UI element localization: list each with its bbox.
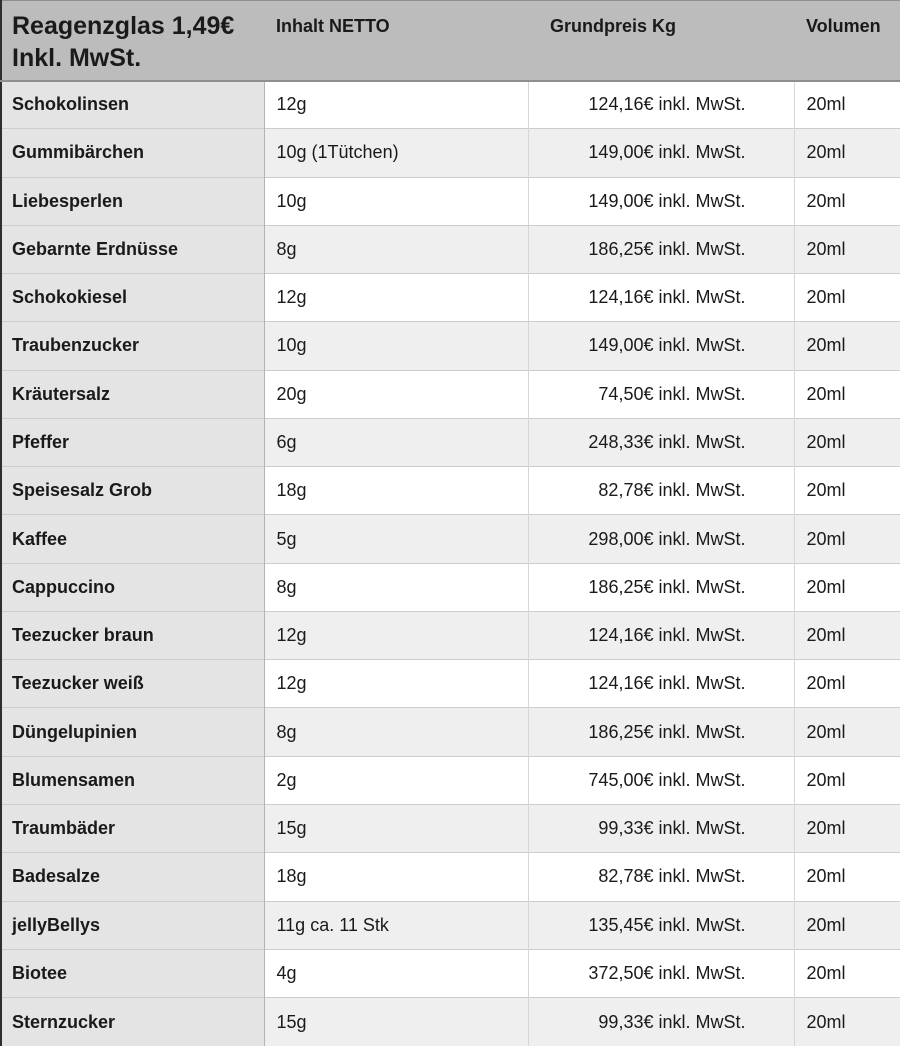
table-row <box>1 708 900 756</box>
volume-cell: 20ml <box>794 804 900 852</box>
base-price-cell: 149,00€ inkl. MwSt. <box>528 177 794 225</box>
table-row <box>1 225 900 273</box>
volume-cell: 20ml <box>794 177 900 225</box>
volume-cell: 20ml <box>794 370 900 418</box>
table-row <box>1 467 900 515</box>
product-name-cell: Blumensamen <box>1 756 264 804</box>
table-title-line2: Inkl. MwSt. <box>12 44 142 72</box>
table-row <box>1 274 900 322</box>
product-name-cell: Liebesperlen <box>1 177 264 225</box>
product-name-cell: Traubenzucker <box>1 322 264 370</box>
table-row <box>1 563 900 611</box>
net-content-cell: 2g <box>264 756 528 804</box>
col-header-inhalt-netto: Inhalt NETTO <box>264 1 528 81</box>
base-price-cell: 186,25€ inkl. MwSt. <box>528 225 794 273</box>
volume-cell: 20ml <box>794 660 900 708</box>
volume-cell: 20ml <box>794 274 900 322</box>
volume-cell: 20ml <box>794 563 900 611</box>
net-content-cell: 18g <box>264 467 528 515</box>
table-row <box>1 804 900 852</box>
volume-cell: 20ml <box>794 853 900 901</box>
net-content-cell: 10g <box>264 177 528 225</box>
table-title-line1: Reagenzglas 1,49€ <box>12 12 235 40</box>
base-price-cell: 186,25€ inkl. MwSt. <box>528 563 794 611</box>
base-price-cell: 149,00€ inkl. MwSt. <box>528 322 794 370</box>
base-price-cell: 124,16€ inkl. MwSt. <box>528 611 794 659</box>
product-name-cell: Düngelupinien <box>1 708 264 756</box>
base-price-cell: 124,16€ inkl. MwSt. <box>528 81 794 129</box>
volume-cell: 20ml <box>794 81 900 129</box>
base-price-cell: 298,00€ inkl. MwSt. <box>528 515 794 563</box>
header-row <box>1 1 900 81</box>
col-header-volumen: Volumen <box>794 1 900 81</box>
base-price-cell: 149,00€ inkl. MwSt. <box>528 129 794 177</box>
table-row <box>1 129 900 177</box>
base-price-cell: 135,45€ inkl. MwSt. <box>528 901 794 949</box>
product-name-cell: Schokokiesel <box>1 274 264 322</box>
base-price-cell: 99,33€ inkl. MwSt. <box>528 998 794 1046</box>
volume-cell: 20ml <box>794 949 900 997</box>
volume-cell: 20ml <box>794 225 900 273</box>
table-body <box>1 81 900 1046</box>
base-price-cell: 74,50€ inkl. MwSt. <box>528 370 794 418</box>
table-row <box>1 81 900 129</box>
net-content-cell: 6g <box>264 418 528 466</box>
product-name-cell: Schokolinsen <box>1 81 264 129</box>
table-row <box>1 177 900 225</box>
net-content-cell: 12g <box>264 611 528 659</box>
net-content-cell: 12g <box>264 81 528 129</box>
net-content-cell: 18g <box>264 853 528 901</box>
table-row <box>1 322 900 370</box>
table-row <box>1 611 900 659</box>
net-content-cell: 8g <box>264 563 528 611</box>
table-title-cell <box>1 1 264 81</box>
volume-cell: 20ml <box>794 756 900 804</box>
base-price-cell: 124,16€ inkl. MwSt. <box>528 660 794 708</box>
net-content-cell: 4g <box>264 949 528 997</box>
product-name-cell: Pfeffer <box>1 418 264 466</box>
product-name-cell: Teezucker weiß <box>1 660 264 708</box>
base-price-cell: 82,78€ inkl. MwSt. <box>528 467 794 515</box>
net-content-cell: 20g <box>264 370 528 418</box>
base-price-cell: 745,00€ inkl. MwSt. <box>528 756 794 804</box>
product-name-cell: Speisesalz Grob <box>1 467 264 515</box>
base-price-cell: 82,78€ inkl. MwSt. <box>528 853 794 901</box>
table-row <box>1 370 900 418</box>
net-content-cell: 15g <box>264 804 528 852</box>
net-content-cell: 15g <box>264 998 528 1046</box>
volume-cell: 20ml <box>794 708 900 756</box>
product-name-cell: Biotee <box>1 949 264 997</box>
net-content-cell: 10g (1Tütchen) <box>264 129 528 177</box>
volume-cell: 20ml <box>794 129 900 177</box>
volume-cell: 20ml <box>794 611 900 659</box>
product-name-cell: Gebarnte Erdnüsse <box>1 225 264 273</box>
product-name-cell: jellyBellys <box>1 901 264 949</box>
net-content-cell: 10g <box>264 322 528 370</box>
volume-cell: 20ml <box>794 901 900 949</box>
net-content-cell: 12g <box>264 660 528 708</box>
table-row <box>1 515 900 563</box>
net-content-cell: 11g ca. 11 Stk <box>264 901 528 949</box>
product-name-cell: Teezucker braun <box>1 611 264 659</box>
base-price-cell: 124,16€ inkl. MwSt. <box>528 274 794 322</box>
product-name-cell: Sternzucker <box>1 998 264 1046</box>
table-row <box>1 998 900 1046</box>
product-name-cell: Kaffee <box>1 515 264 563</box>
col-header-grundpreis-kg: Grundpreis Kg <box>528 1 794 81</box>
net-content-cell: 8g <box>264 225 528 273</box>
base-price-cell: 248,33€ inkl. MwSt. <box>528 418 794 466</box>
volume-cell: 20ml <box>794 467 900 515</box>
table-row <box>1 418 900 466</box>
base-price-cell: 99,33€ inkl. MwSt. <box>528 804 794 852</box>
product-name-cell: Kräutersalz <box>1 370 264 418</box>
table-row <box>1 853 900 901</box>
base-price-cell: 372,50€ inkl. MwSt. <box>528 949 794 997</box>
product-name-cell: Traumbäder <box>1 804 264 852</box>
volume-cell: 20ml <box>794 998 900 1046</box>
volume-cell: 20ml <box>794 418 900 466</box>
net-content-cell: 12g <box>264 274 528 322</box>
table-header <box>1 1 900 81</box>
net-content-cell: 8g <box>264 708 528 756</box>
product-name-cell: Badesalze <box>1 853 264 901</box>
net-content-cell: 5g <box>264 515 528 563</box>
table-row <box>1 901 900 949</box>
base-price-cell: 186,25€ inkl. MwSt. <box>528 708 794 756</box>
table-row <box>1 949 900 997</box>
product-name-cell: Cappuccino <box>1 563 264 611</box>
table-row <box>1 660 900 708</box>
volume-cell: 20ml <box>794 515 900 563</box>
product-name-cell: Gummibärchen <box>1 129 264 177</box>
table-row <box>1 756 900 804</box>
volume-cell: 20ml <box>794 322 900 370</box>
